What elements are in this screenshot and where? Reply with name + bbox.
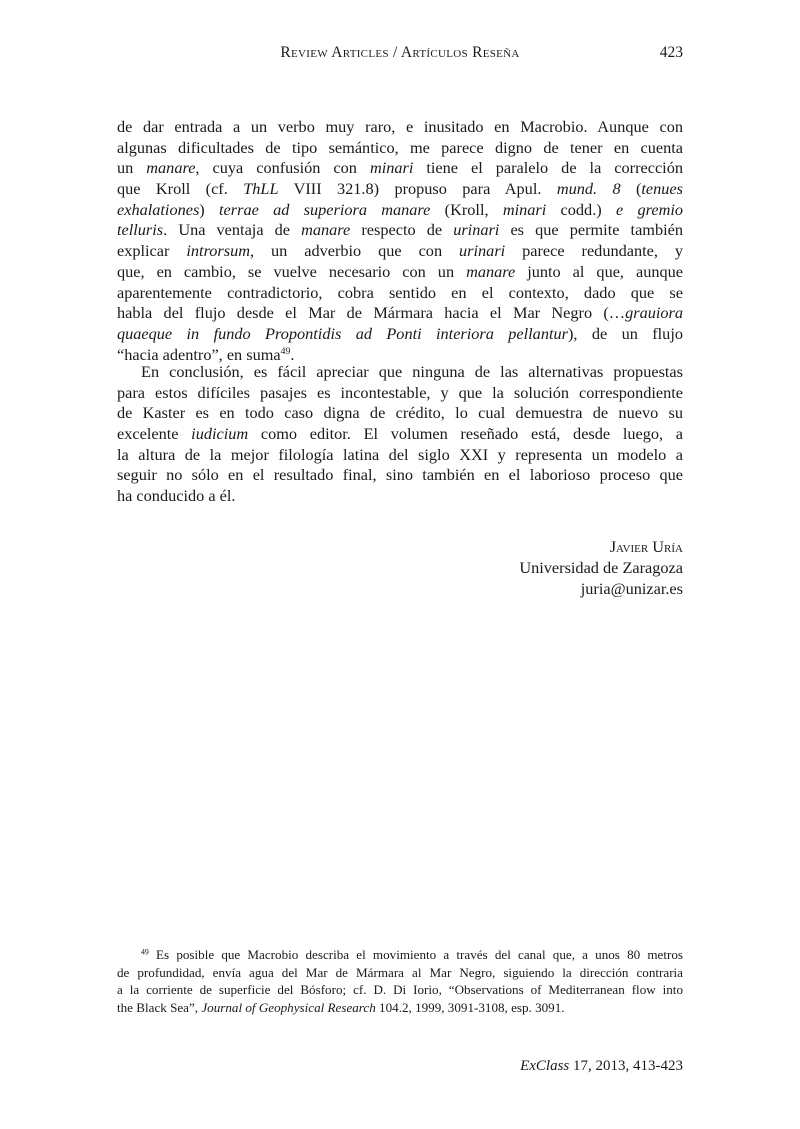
text-line <box>117 964 683 982</box>
text-run: seguir no sólo en el resultado final, sino también en el laborioso proceso que <box>117 465 683 485</box>
text-run: Es posible que Macrobio describa el movimiento a través del canal que, a unos 80 metros <box>148 947 683 962</box>
italic-run: introrsum <box>186 241 251 261</box>
text-run: , un adverbio que con <box>250 241 460 261</box>
text-run: un <box>117 158 147 178</box>
italic-run: manare <box>466 261 516 281</box>
text-line <box>117 999 683 1017</box>
text-run: que, en cambio, se vuelve necesario con un <box>117 261 467 281</box>
running-header <box>117 44 683 68</box>
italic-run: urinari <box>453 220 500 240</box>
signature-block <box>117 537 683 599</box>
text-run: junto al que, aunque <box>515 261 684 281</box>
journal-citation: 17, 2013, 413-423 <box>569 1058 683 1074</box>
body-paragraph-2 <box>117 362 683 507</box>
text-line <box>117 486 683 507</box>
body-paragraph-1 <box>117 117 683 365</box>
text-run: es que permite también <box>499 220 683 240</box>
text-run: ) <box>199 199 220 219</box>
text-line <box>117 200 683 221</box>
text-run: algunas dificultades de tipo semántico, me parece digno de tener en cuenta <box>117 137 683 157</box>
text-run: . Una ventaja de <box>163 220 302 240</box>
text-run: que Kroll (cf. <box>117 179 244 199</box>
text-line <box>117 424 683 445</box>
text-run: ha conducido a él. <box>117 486 236 506</box>
italic-run: manare <box>146 158 196 178</box>
text-line <box>117 220 683 241</box>
text-run: la altura de la mejor filología latina del siglo XXI y representa un modelo a <box>117 444 683 464</box>
text-run: the Black Sea”, <box>117 999 202 1015</box>
text-run: de dar entrada a un verbo muy raro, e inusitado en Macrobio. Aunque con <box>117 117 683 136</box>
footnote-49 <box>117 946 683 1016</box>
text-run: respecto de <box>350 220 454 240</box>
italic-run: iudicium <box>191 424 249 444</box>
text-run: ), de un flujo <box>567 323 683 343</box>
text-line <box>117 179 683 200</box>
text-run: . <box>290 344 295 364</box>
italic-run: terrae ad superiora manare <box>219 199 431 219</box>
text-run: para estos difíciles pasajes es incontestable, y que la solución correspondiente <box>117 382 683 402</box>
text-line <box>117 283 683 304</box>
author-affiliation: Universidad de Zaragoza <box>519 557 683 577</box>
text-run: aparentemente contradictorio, cobra sentido en el contexto, dado que se <box>117 282 683 302</box>
italic-run: ThLL <box>243 179 279 199</box>
text-line <box>117 946 683 964</box>
italic-run: telluris <box>117 220 164 240</box>
page-footer <box>520 1058 683 1075</box>
text-line <box>117 262 683 283</box>
italic-run: exhalationes <box>117 199 200 219</box>
italic-run: minari <box>369 158 414 178</box>
author-email: juria@unizar.es <box>580 578 683 598</box>
text-run: VIII 321.8) propuso para Apul. <box>278 179 557 199</box>
italic-run: e gremio <box>615 199 684 219</box>
italic-run: quaeque in fundo Propontidis ad Ponti interiora pellantur <box>117 323 568 343</box>
text-line <box>117 303 683 324</box>
italic-run: minari <box>502 199 547 219</box>
text-run: 104.2, 1999, 3091-3108, esp. 3091. <box>375 999 565 1015</box>
text-line <box>117 362 683 383</box>
text-run: ( <box>620 179 642 199</box>
text-run: de Kaster es en todo caso digna de crédito, lo cual demuestra de nuevo su <box>117 403 683 423</box>
text-run: de profundidad, envía agua del Mar de Mármara al Mar Negro, siguiendo la dirección contraria <box>117 964 683 980</box>
text-line <box>117 981 683 999</box>
text-line <box>117 138 683 159</box>
italic-run: mund. 8 <box>556 179 621 199</box>
text-run: excelente <box>117 424 192 444</box>
text-run: codd.) <box>546 199 616 219</box>
text-run: (Kroll, <box>430 199 503 219</box>
text-line <box>117 158 683 179</box>
text-run: a la corriente de superficie del Bósforo; cf. D. Di Iorio, “Observations of Mediterranean flow into <box>117 982 683 998</box>
footnote-marker: 49 <box>280 345 291 357</box>
text-line <box>117 403 683 424</box>
italic-run: urinari <box>459 241 506 261</box>
text-line <box>117 241 683 262</box>
italic-run: manare <box>301 220 351 240</box>
text-run: parece redundante, y <box>505 241 684 261</box>
text-line <box>117 383 683 404</box>
text-line <box>117 445 683 466</box>
text-run: , cuya confusión con <box>195 158 370 178</box>
journal-name: ExClass <box>520 1058 570 1074</box>
footnote-marker: 49 <box>141 947 149 957</box>
text-run: como editor. El volumen reseñado está, desde luego, a <box>248 424 684 444</box>
italic-run: Journal of Geophysical Research <box>201 999 376 1015</box>
text-line <box>117 465 683 486</box>
text-line <box>117 324 683 345</box>
text-run: tiene el paralelo de la corrección <box>413 158 683 178</box>
text-run: En conclusión, es fácil apreciar que ninguna de las alternativas propuestas <box>141 362 683 381</box>
page-number: 423 <box>659 44 683 61</box>
author-name: Javier Uría <box>609 537 683 556</box>
running-title: Review Articles / Artículos Reseña <box>280 44 520 61</box>
italic-run: tenues <box>641 179 683 199</box>
text-run: explicar <box>117 241 187 261</box>
text-run: “hacia adentro”, en suma <box>117 344 281 364</box>
italic-run: grauiora <box>625 303 683 323</box>
text-line <box>117 117 683 138</box>
text-run: habla del flujo desde el Mar de Mármara hacia el Mar Negro (… <box>117 303 626 323</box>
